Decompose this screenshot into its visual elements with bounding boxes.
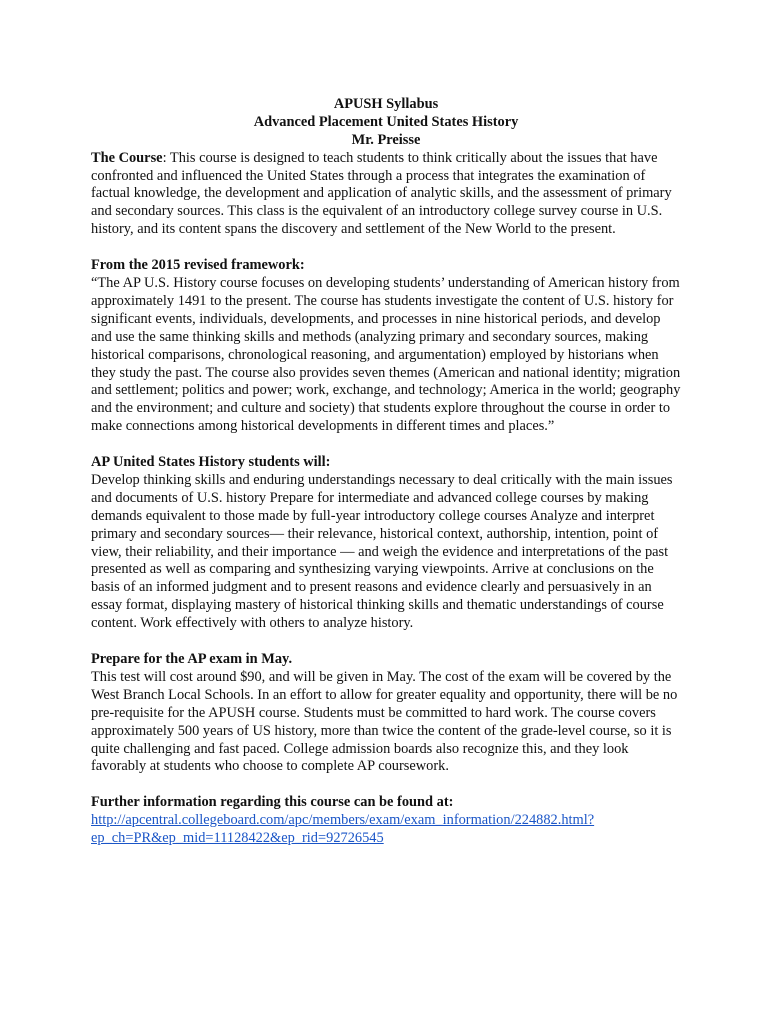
course-paragraph xyxy=(91,150,681,240)
spacer xyxy=(91,776,681,794)
teacher-name: Mr. Preisse xyxy=(351,131,421,148)
framework-heading: From the 2015 revised framework: xyxy=(91,257,305,274)
document-subtitle: Advanced Placement United States History xyxy=(253,113,519,130)
course-info-link-line-1[interactable]: http://apcentral.collegeboard.com/apc/members/exam/exam_information/224882.html? xyxy=(91,812,595,829)
students-text: Develop thinking skills and enduring understandings necessary to deal critically with the main issues and documents of U.S. history Prepare for intermediate and advanced college courses by making demands equivalent to those made by full-year introductory college courses Analyze and interpret primary and secondary sources— their relevance, historical context, authorship, intention, point of view, their reliability, and their importance — and weigh the evidence and interpretations of the past presented as well as comparing and synthesizing varying viewpoints. Arrive at conclusions on the basis of an informed judgment and to present reasons and evidence clearly and persuasively in an essay format, displaying mastery of historical thinking skills and thematic understandings of course content. Work effectively with others to analyze history. xyxy=(91,471,673,632)
students-heading: AP United States History students will: xyxy=(91,454,331,471)
course-text: : This course is designed to teach students to think critically about the issues that have confronted and influenced the United States through a process that integrates the examination of factual knowledge, the development and application of analytic skills, and the assessment of primary and secondary sources. This class is the equivalent of an introductory college survey course in U.S. history, and its content spans the discovery and settlement of the New World to the present. xyxy=(91,149,672,238)
framework-quote: “The AP U.S. History course focuses on developing students’ understanding of American history from approximately 1491 to the present. The course has students investigate the content of U.S. history for significant events, individuals, developments, and processes in nine historical periods, and develop and use the same thinking skills and methods (analyzing primary and secondary sources, making historical comparisons, chronological reasoning, and argumentation) employed by historians when they study the past. The course also provides seven themes (American and national identity; migration and settlement; politics and power; work, exchange, and technology; America in the world; geography and the environment; and culture and society) that students explore throughout the course in order to make connections among historical developments in different times and places.” xyxy=(91,275,681,435)
exam-heading: Prepare for the AP exam in May. xyxy=(91,651,293,667)
course-label: The Course xyxy=(91,149,163,166)
exam-text: This test will cost around $90, and will be given in May. The cost of the exam will be covered by the West Branch Local Schools. In an effort to allow for greater equality and opportunity, there will be no pre-requisite for the APUSH course. Students must be committed to hard work. The course covers approximately 500 years of US history, more than twice the content of the grade-level course, so it is quite challenging and fast paced. College admission boards also recognize this, and they look favorably at students who choose to complete AP coursework. xyxy=(91,668,678,775)
spacer xyxy=(91,633,681,651)
further-info-heading: Further information regarding this course can be found at: xyxy=(91,794,454,811)
document-header xyxy=(91,96,681,150)
spacer xyxy=(91,436,681,454)
course-info-link[interactable] xyxy=(91,812,681,848)
course-info-link-line-2[interactable]: ep_ch=PR&ep_mid=11128422&ep_rid=92726545 xyxy=(91,830,384,847)
document-title: APUSH Syllabus xyxy=(333,96,439,112)
syllabus-document xyxy=(91,96,681,848)
spacer xyxy=(91,239,681,257)
